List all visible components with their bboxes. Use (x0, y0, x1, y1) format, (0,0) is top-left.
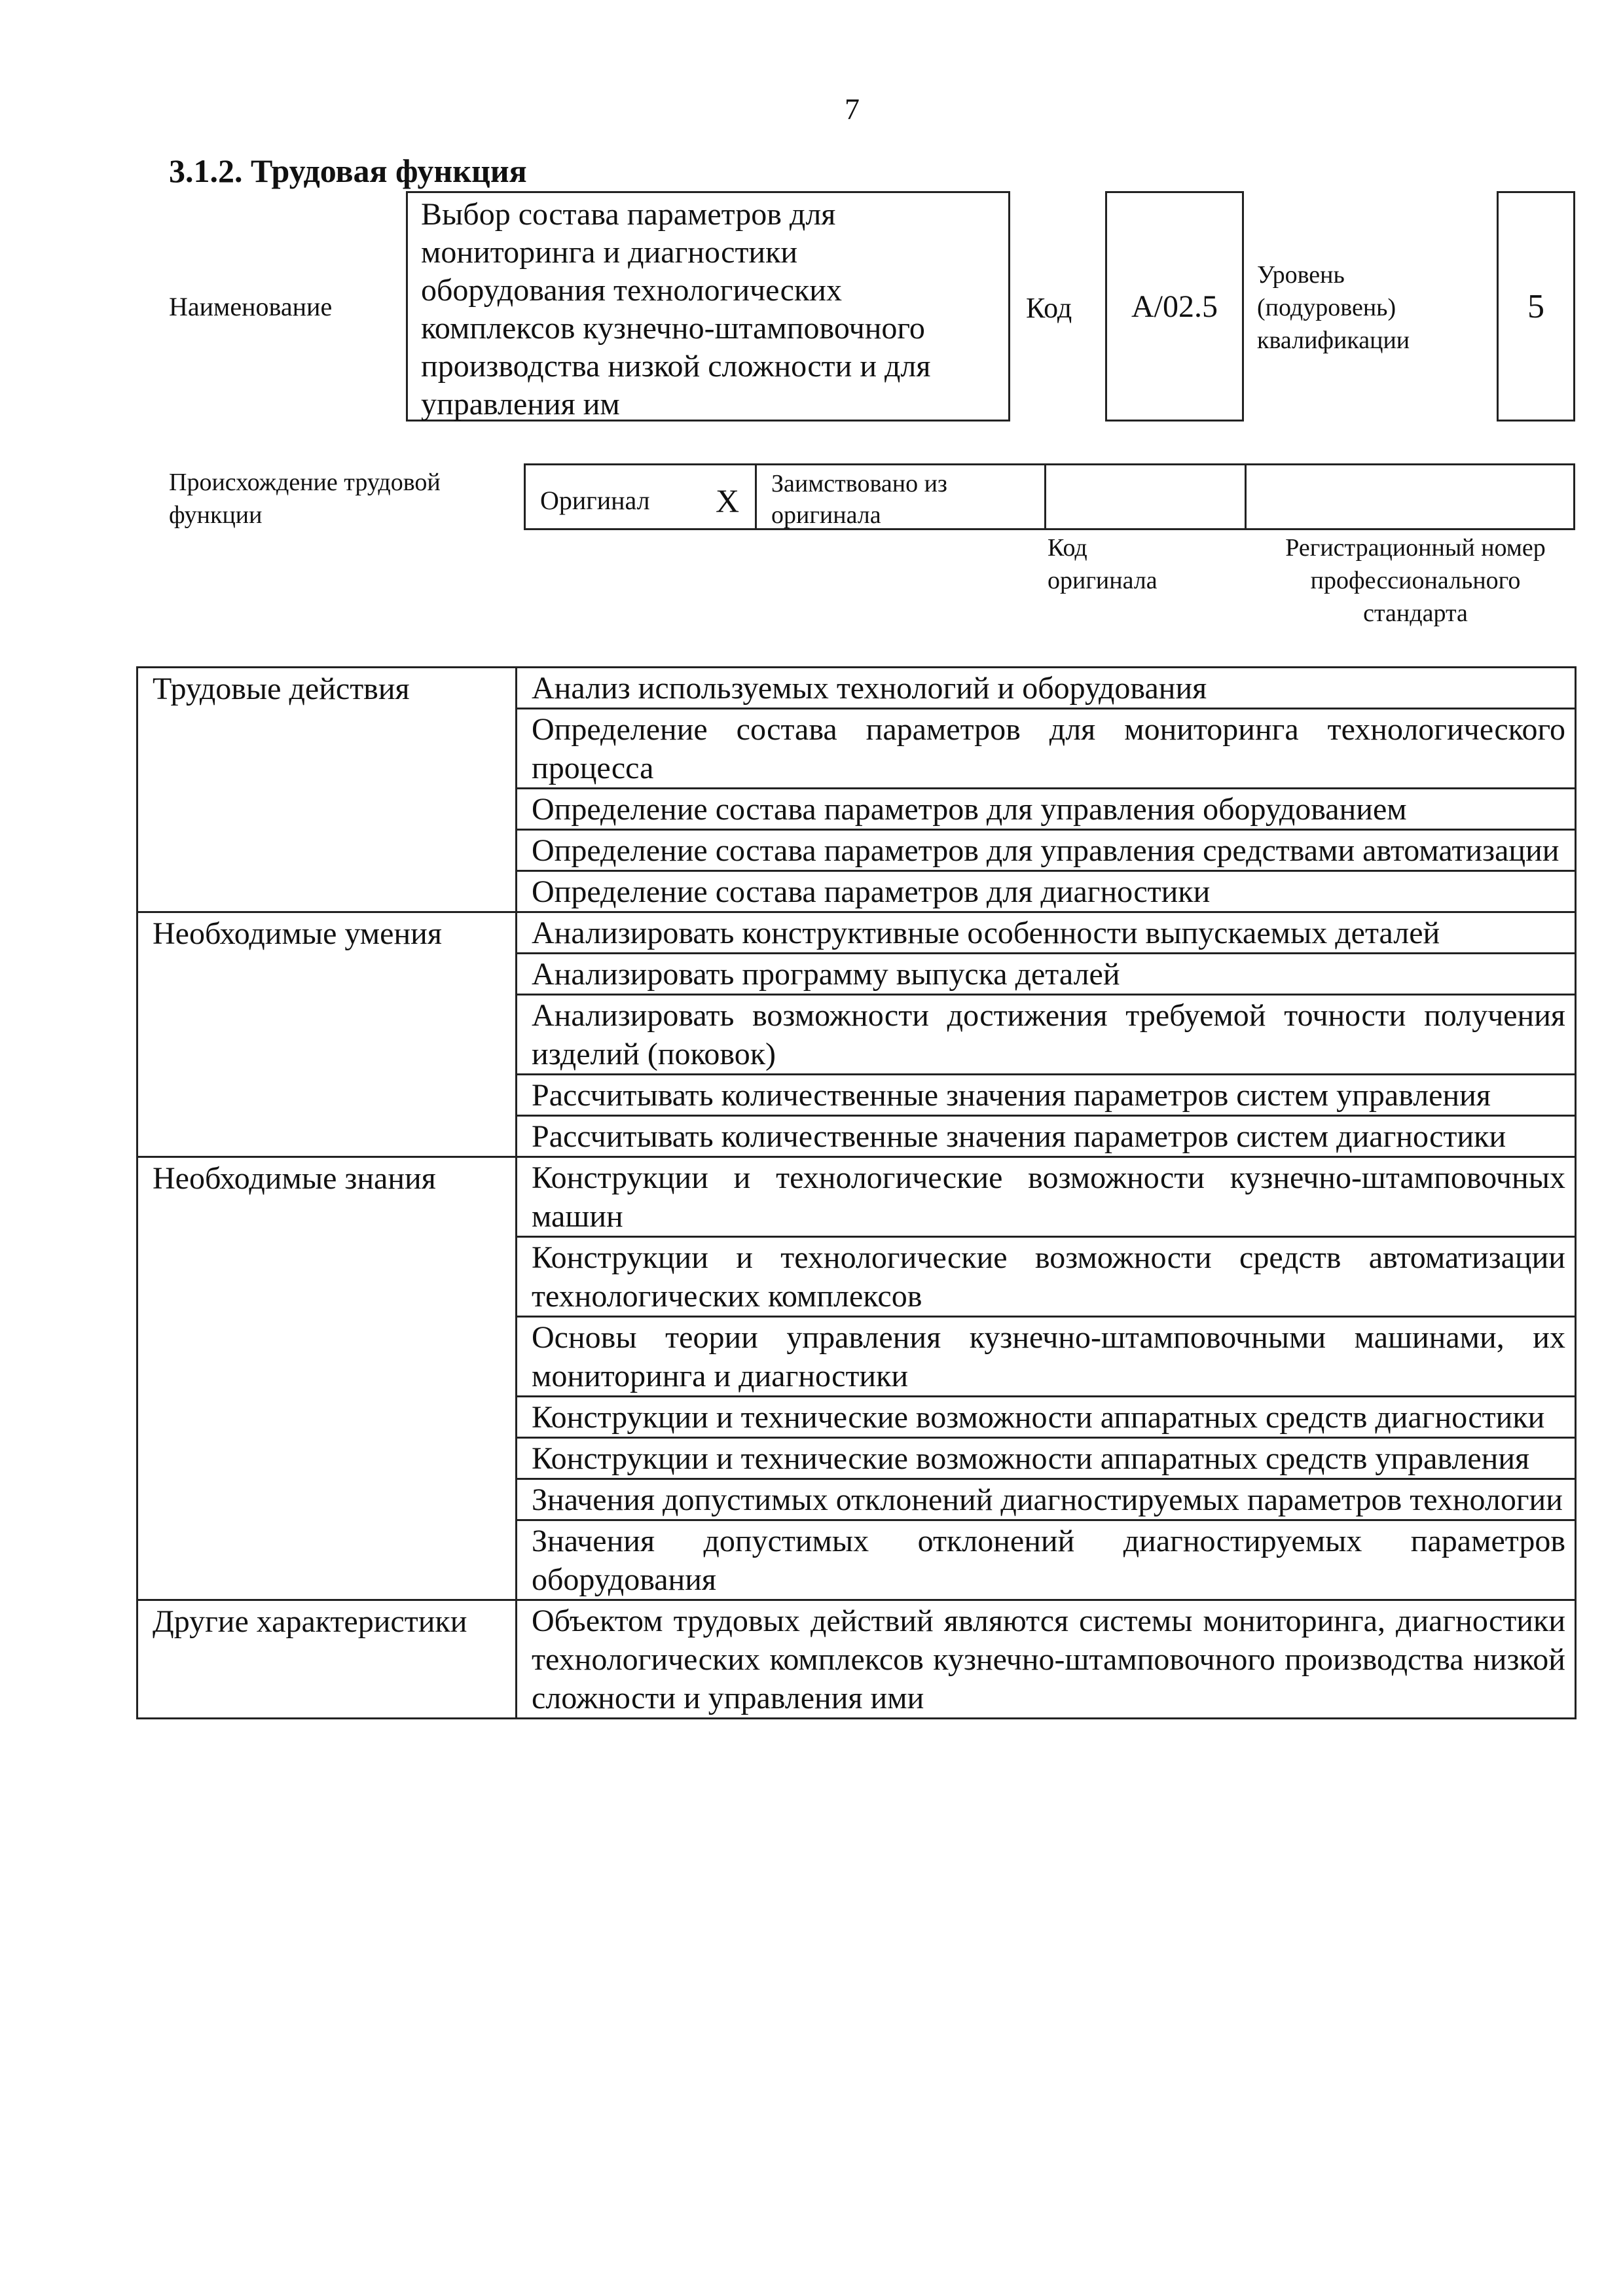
origin-label (169, 466, 441, 531)
table-cell: Определение состава параметров для управления оборудованием (517, 789, 1576, 830)
origin-table (524, 463, 1575, 530)
level-label-line: Уровень (1257, 261, 1345, 289)
table-row (137, 912, 1576, 954)
table-cell: Основы теории управления кузнечно-штамповочными машинами, их мониторинга и диагностики (517, 1317, 1576, 1397)
borrowed-cell (757, 465, 1046, 528)
table-cell: Конструкции и технологические возможности средств автоматизации технологических комплексов (517, 1237, 1576, 1317)
table-cell: Анализировать программу выпуска деталей (517, 954, 1576, 995)
table-row (137, 1600, 1576, 1719)
table-cell: Определение состава параметров для управления средствами автоматизации (517, 830, 1576, 871)
table-cell: Анализировать возможности достижения требуемой точности получения изделий (поковок) (517, 995, 1576, 1075)
function-name-line: мониторинга и диагностики (421, 235, 798, 270)
section-name-cell: Необходимые знания (137, 1157, 517, 1600)
caption-line: стандарта (1363, 600, 1468, 627)
level-label-line: квалификации (1257, 327, 1410, 354)
original-label: Оригинал (540, 486, 650, 515)
table-cell: Анализ используемых технологий и оборудования (517, 668, 1576, 709)
code-label: Код (1026, 292, 1072, 324)
section-name-cell: Другие характеристики (137, 1600, 517, 1719)
function-name-line: управления им (421, 387, 620, 422)
table-row (137, 668, 1576, 709)
qualification-level-label (1257, 259, 1410, 357)
qualification-level-box (1497, 191, 1575, 422)
table-cell: Значения допустимых отклонений диагностируемых параметров технологии (517, 1479, 1576, 1520)
table-cell: Конструкции и технические возможности аппаратных средств управления (517, 1438, 1576, 1479)
table-cell: Конструкции и технические возможности аппаратных средств диагностики (517, 1397, 1576, 1438)
table-cell: Рассчитывать количественные значения параметров систем диагностики (517, 1116, 1576, 1157)
code-value-box (1105, 191, 1244, 422)
table-cell: Определение состава параметров для мониторинга технологического процесса (517, 709, 1576, 789)
name-label: Наименование (169, 292, 333, 321)
original-code-caption (1048, 531, 1158, 597)
function-name-line: производства низкой сложности и для (421, 349, 931, 384)
registration-number-caption (1252, 531, 1579, 630)
original-mark: X (716, 482, 740, 519)
page-number: 7 (845, 92, 860, 126)
table-cell: Рассчитывать количественные значения параметров систем управления (517, 1075, 1576, 1116)
table-cell: Объектом трудовых действий являются системы мониторинга, диагностики технологических комплексов кузнечно-штамповочного производства низкой сложности и управления ими (517, 1600, 1576, 1719)
caption-line: оригинала (1048, 567, 1158, 594)
original-code-cell (1046, 465, 1247, 528)
borrowed-label-line: Заимствовано из (771, 470, 947, 497)
caption-line: Регистрационный номер (1285, 534, 1546, 562)
qualification-level-value: 5 (1527, 287, 1544, 325)
code-value: A/02.5 (1131, 289, 1218, 324)
level-label-line: (подуровень) (1257, 294, 1396, 321)
borrowed-label-line: оригинала (771, 501, 881, 529)
labor-function-table (136, 666, 1577, 1719)
table-cell: Определение состава параметров для диагностики (517, 871, 1576, 912)
function-name-box (406, 191, 1010, 422)
section-name-cell: Трудовые действия (137, 668, 517, 912)
caption-line: профессионального (1310, 567, 1521, 594)
caption-line: Код (1048, 534, 1087, 562)
function-name-line: комплексов кузнечно-штамповочного (421, 311, 925, 346)
section-title: 3.1.2. Трудовая функция (169, 152, 527, 189)
table-row (137, 1157, 1576, 1237)
table-cell: Конструкции и технологические возможности кузнечно-штамповочных машин (517, 1157, 1576, 1237)
table-cell: Значения допустимых отклонений диагностируемых параметров оборудования (517, 1520, 1576, 1600)
section-name-cell: Необходимые умения (137, 912, 517, 1157)
function-name-line: Выбор состава параметров для (421, 197, 836, 232)
registration-number-cell (1247, 465, 1573, 528)
origin-label-line: функции (169, 501, 263, 529)
function-name-line: оборудования технологических (421, 273, 842, 308)
original-cell (526, 465, 757, 528)
borrowed-label (771, 468, 947, 531)
origin-label-line: Происхождение трудовой (169, 469, 441, 496)
table-cell: Анализировать конструктивные особенности выпускаемых деталей (517, 912, 1576, 954)
